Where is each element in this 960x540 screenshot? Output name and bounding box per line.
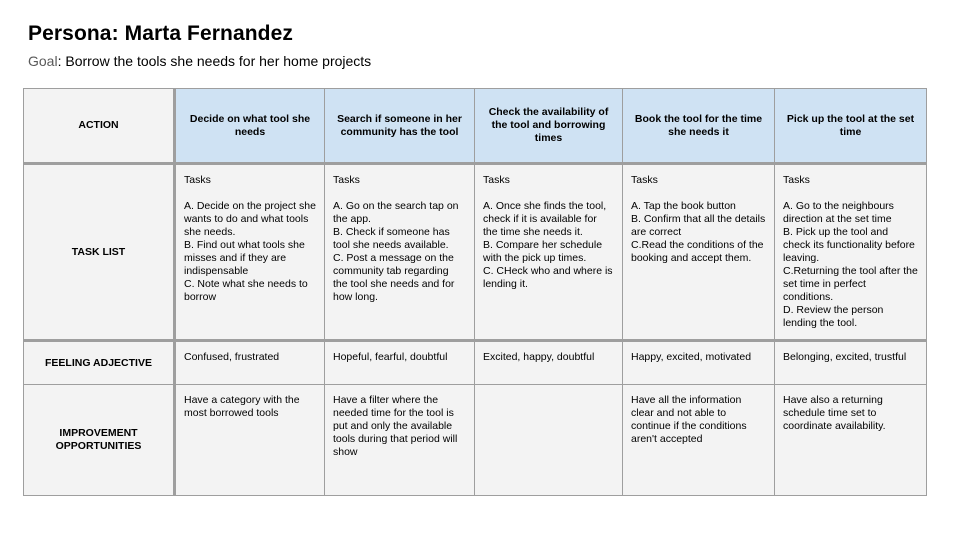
action-column-header: Check the availability of the tool and borrowing times	[475, 89, 623, 164]
task-heading: Tasks	[483, 174, 510, 186]
task-item: C.Read the conditions of the booking and accept them.	[631, 239, 764, 264]
task-list-row-header: TASK LIST	[24, 164, 175, 341]
feeling-cell: Happy, excited, motivated	[623, 341, 775, 385]
task-item: B. Find out what tools she misses and if they are indispensable	[184, 239, 305, 277]
task-heading: Tasks	[184, 174, 211, 186]
goal-label: Goal	[28, 53, 58, 69]
task-list-row	[24, 164, 927, 341]
task-item: A. Decide on the project she wants to do and what tools she needs.	[184, 200, 316, 238]
action-column-header: Decide on what tool she needs	[175, 89, 325, 164]
improvement-cell: Have a filter where the needed time for the tool is put and only the available tools during that period will show	[325, 385, 475, 496]
task-heading: Tasks	[631, 174, 658, 186]
feeling-cell: Hopeful, fearful, doubtful	[325, 341, 475, 385]
task-item: A. Go to the neighbours direction at the set time	[783, 200, 894, 225]
task-heading: Tasks	[333, 174, 360, 186]
action-column-header: Search if someone in her community has the tool	[325, 89, 475, 164]
action-row	[24, 89, 927, 164]
feeling-row-header: FEELING ADJECTIVE	[24, 341, 175, 385]
feeling-cell: Belonging, excited, trustful	[775, 341, 927, 385]
task-item: B. Confirm that all the details are correct	[631, 213, 766, 238]
improvement-cell	[475, 385, 623, 496]
goal-text: : Borrow the tools she needs for her home projects	[57, 53, 372, 69]
improvement-row-header: IMPROVEMENT OPPORTUNITIES	[24, 385, 175, 496]
improvement-cell: Have also a returning schedule time set to coordinate availability.	[775, 385, 927, 496]
task-item: C. Note what she needs to borrow	[184, 278, 308, 303]
task-list-cell	[623, 164, 775, 341]
feeling-cell: Excited, happy, doubtful	[475, 341, 623, 385]
task-list-cell	[175, 164, 325, 341]
task-heading: Tasks	[783, 174, 810, 186]
task-item: B. Compare her schedule with the pick up times.	[483, 239, 603, 264]
task-item: C. Post a message on the community tab regarding the tool she needs and for how long.	[333, 252, 455, 303]
action-row-header: ACTION	[24, 89, 175, 164]
journey-map-table	[23, 88, 927, 496]
feeling-cell: Confused, frustrated	[175, 341, 325, 385]
task-list-cell	[325, 164, 475, 341]
improvement-row	[24, 385, 927, 496]
task-list-cell	[775, 164, 927, 341]
task-item: A. Go on the search tap on the app.	[333, 200, 459, 225]
task-list-cell	[475, 164, 623, 341]
action-column-header: Book the tool for the time she needs it	[623, 89, 775, 164]
action-column-header: Pick up the tool at the set time	[775, 89, 927, 164]
task-item: B. Pick up the tool and check its functionality before leaving.	[783, 226, 915, 264]
task-item: A. Once she finds the tool, check if it is available for the time she needs it.	[483, 200, 607, 238]
goal-statement	[28, 53, 371, 69]
task-item: C.Returning the tool after the set time in perfect conditions.	[783, 265, 918, 303]
improvement-cell: Have a category with the most borrowed tools	[175, 385, 325, 496]
persona-title: Persona: Marta Fernandez	[28, 22, 293, 45]
feeling-row	[24, 341, 927, 385]
improvement-cell: Have all the information clear and not able to continue if the conditions aren't accepted	[623, 385, 775, 496]
task-item: D. Review the person lending the tool.	[783, 304, 884, 329]
task-item: B. Check if someone has tool she needs available.	[333, 226, 450, 251]
task-item: C. CHeck who and where is lending it.	[483, 265, 613, 290]
task-item: A. Tap the book button	[631, 200, 736, 212]
